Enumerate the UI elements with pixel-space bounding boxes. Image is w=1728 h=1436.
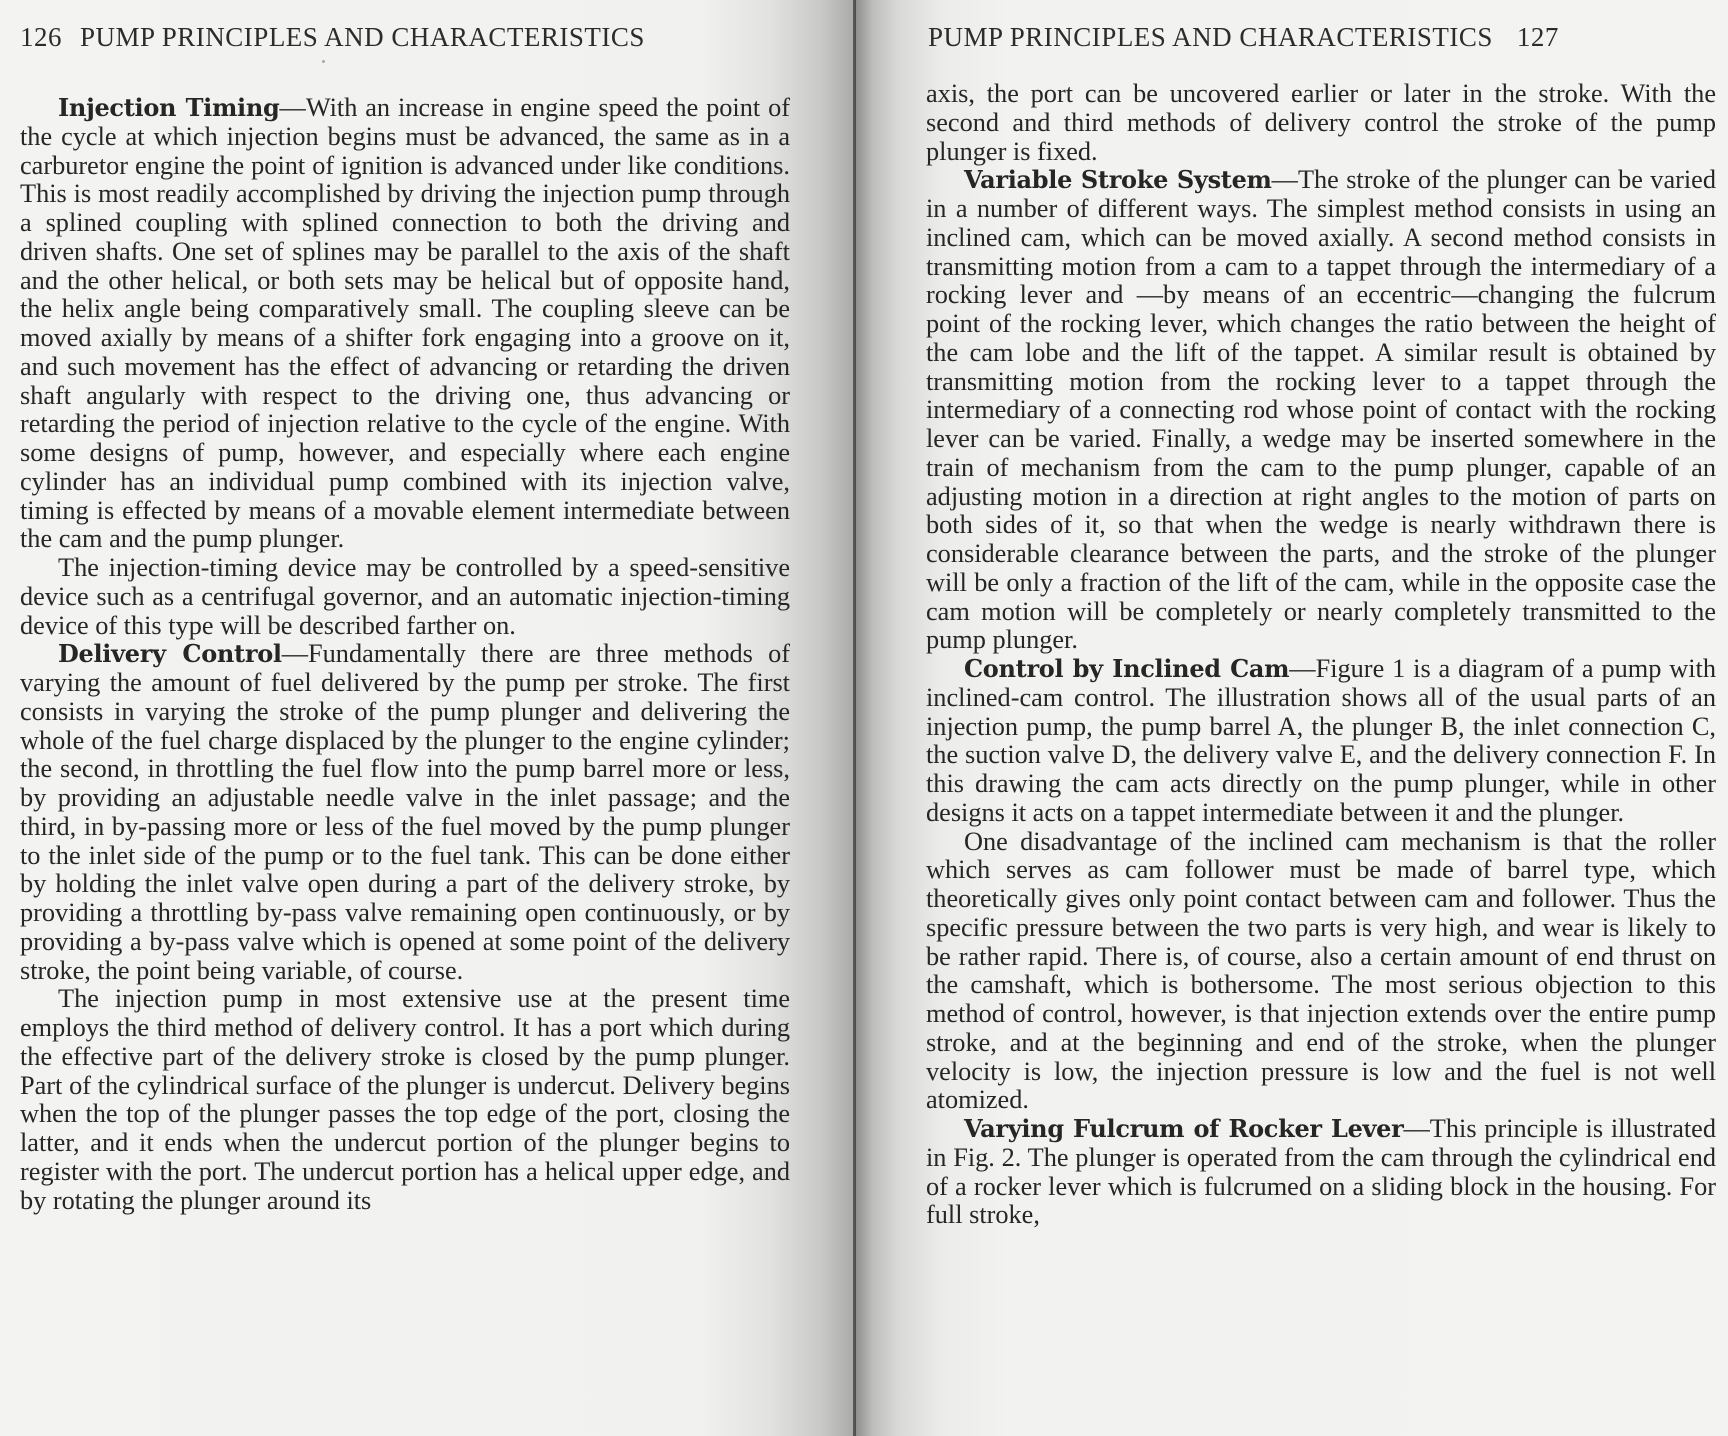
paragraph: [926, 80, 1716, 166]
paragraph: [926, 1115, 1716, 1230]
paragraph-text: —This principle is illustrated in Fig. 2. The plunger is operated from the cam through the cylindrical end of a rocker lever which is fulcrumed on a sliding block in the housing. For full stroke,: [926, 1114, 1716, 1230]
paragraph-text: axis, the port can be uncovered earlier or later in the stroke. With the second and third methods of delivery control the stroke of the pump plunger is fixed.: [926, 79, 1716, 166]
paragraph-text: The injection-timing device may be controlled by a speed-sensitive device such as a centrifugal governor, and an automatic injection-timing device of this type will be described farther on.: [20, 553, 790, 640]
running-head-title: PUMP PRINCIPLES AND CHARACTERISTICS: [80, 22, 645, 52]
body-text-left: [20, 94, 790, 1215]
paragraph-text: One disadvantage of the inclined cam mechanism is that the roller which serves as cam follower must be made of barrel type, which theoretically gives only point contact between cam and follower. Thus the specific pressure between the two parts is very high, and wear is likely to be rather rapid. There is, of course, also a certain amount of end thrust on the camshaft, which is bothersome. The most serious objection to this method of control, however, is that injection extends over the entire pump stroke, and at the beginning and end of the stroke, when the plunger velocity is low, the injection pressure is low and the fuel is not well atomized.: [926, 826, 1716, 1115]
paragraph: [20, 94, 790, 554]
running-head-title: PUMP PRINCIPLES AND CHARACTERISTICS: [928, 22, 1493, 52]
section-heading: Varying Fulcrum of Rocker Lever: [964, 1114, 1404, 1143]
section-heading: Delivery Control: [58, 639, 282, 669]
paragraph-text: —With an increase in engine speed the point of the cycle at which injection begins must be advanced, the same as in a carburetor engine the point of ignition is advanced under like conditions. This is most readily accomplished by driving the injection pump through a splined coupling with splined connection to both the driving and driven shafts. One set of splines may be parallel to the axis of the shaft and the other helical, or both sets may be helical but of opposite hand, the helix angle being comparatively small. The coupling sleeve can be moved axially by means of a shifter fork engaging into a groove on it, and such movement has the effect of advancing or retarding the driven shaft angularly with respect to the driving one, thus advancing or retarding the period of injection relative to the cycle of the engine. With some designs of pump, however, and especially where each engine cylinder has an individual pump combined with its injection valve, timing is effected by means of a movable element intermediate between the cam and the pump plunger.: [20, 93, 790, 554]
paragraph-text: The injection pump in most extensive use at the present time employs the third method of delivery control. It has a port which during the effective part of the delivery stroke is closed by the pump plunger. Part of the cylindrical surface of the plunger is undercut. Delivery begins when the top of the plunger passes the top edge of the port, closing the latter, and it ends when the undercut portion of the plunger begins to register with the port. The undercut portion has a helical upper edge, and by rotating the plunger around its: [20, 984, 790, 1215]
section-heading: Injection Timing: [58, 93, 280, 122]
running-head-left: [20, 22, 645, 53]
left-page: [0, 0, 855, 1436]
paragraph: [926, 655, 1716, 828]
page-number: 126: [20, 22, 62, 52]
running-head-right: [928, 22, 1559, 53]
paragraph-text: —Figure 1 is a diagram of a pump with inclined-cam control. The illustration shows all of the usual parts of an injection pump, the pump barrel A, the plunger B, the inlet connection C, the suction valve D, the delivery valve E, and the delivery connection F. In this drawing the cam acts directly on the pump plunger, while in other designs it acts on a tappet intermediate between it and the plunger.: [926, 654, 1716, 827]
paragraph-text: —Fundamentally there are three methods of varying the amount of fuel delivered by the pump per stroke. The first consists in varying the stroke of the pump plunger and delivering the whole of the fuel charge displaced by the plunger to the engine cylinder; the second, in throttling the fuel flow into the pump barrel more or less, by providing an adjustable needle valve in the inlet passage; and the third, in by-passing more or less of the fuel moved by the pump plunger to the inlet side of the pump or to the fuel tank. This can be done either by holding the inlet valve open during a part of the delivery stroke, by providing a throttling by-pass valve remaining open continuously, or by providing a by-pass valve which is opened at some point of the delivery stroke, the point being variable, of course.: [20, 639, 790, 985]
book-gutter: [853, 0, 856, 1436]
section-heading: Control by Inclined Cam: [964, 654, 1290, 683]
paragraph: [926, 828, 1716, 1116]
paragraph: [20, 554, 790, 640]
paragraph: [20, 640, 790, 985]
body-text-right: [926, 80, 1716, 1230]
paragraph: [926, 166, 1716, 655]
paragraph-text: —The stroke of the plunger can be varied in a number of different ways. The simplest method consists in using an inclined cam, which can be moved axially. A second method consists in transmitting motion from a cam to a tappet through the intermediary of a rocking lever and —by means of an eccentric—changing the fulcrum point of the rocking lever, which changes the ratio between the height of the cam lobe and the lift of the tappet. A similar result is obtained by transmitting motion from the rocking lever to a tappet through the intermediary of a connecting rod whose point of contact with the rocking lever can be varied. Finally, a wedge may be inserted somewhere in the train of mechanism from the cam to the pump plunger, capable of an adjusting motion in a direction at right angles to the motion of parts on both sides of it, so that when the wedge is nearly withdrawn there is considerable clearance between the parts, and the stroke of the plunger will be only a fraction of the lift of the cam, while in the opposite case the cam motion will be completely or nearly completely transmitted to the pump plunger.: [926, 165, 1717, 655]
section-heading: Variable Stroke System: [964, 165, 1272, 195]
page-number: 127: [1516, 22, 1559, 52]
right-page: [855, 0, 1728, 1436]
print-speck: [322, 60, 325, 63]
paragraph: [20, 985, 790, 1215]
